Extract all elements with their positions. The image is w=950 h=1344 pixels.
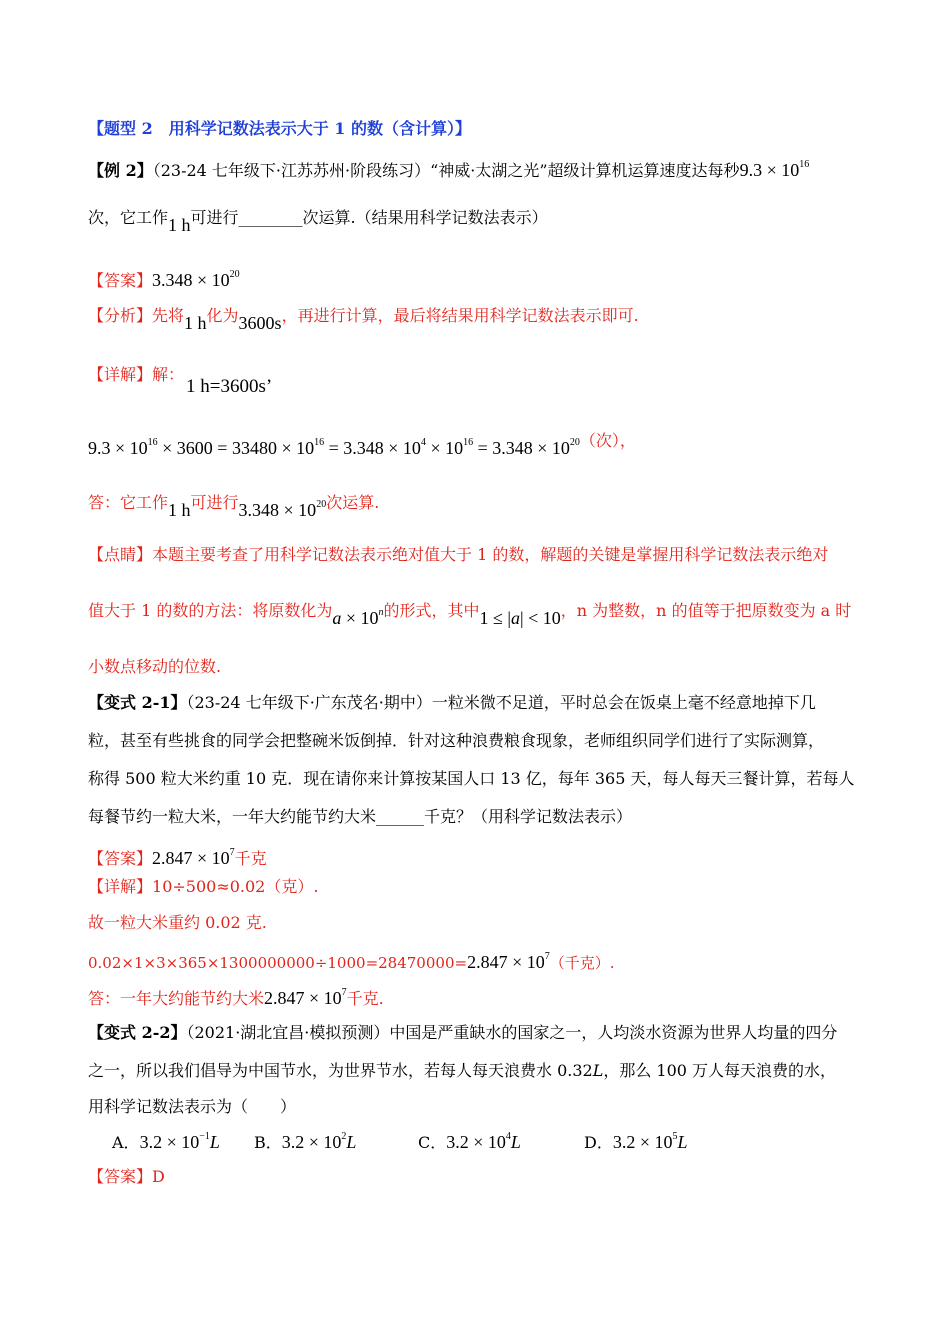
variant-2-1-detail-2: 故一粒大米重约 0.02 克. — [88, 913, 267, 932]
example-reply: 答：它工作1 h可进行$3.348 \times 10^{20}$次运算. — [88, 493, 380, 520]
answer-tag: 【答案】 — [88, 849, 153, 868]
example-question-line-1 — [88, 154, 809, 182]
answer-value: $3.348 \times 10^{20}$ — [152, 269, 240, 290]
speed-value: $9.3 \times 10^{16}$ — [739, 159, 810, 180]
calculation-line: $9.3 \times 10^{16} \times 3600 = 33480 \times 10^{16} = 3.348 \times 10^4 \times 10^{16} = 3.348 \times 10^{20}$（次）， — [88, 433, 636, 458]
example-point-line-3: 小数点移动的位数. — [88, 657, 222, 676]
variant-2-1-line-2: 粒，甚至有些挑食的同学会把整碗米饭倒掉．针对这种浪费粮食现象，老师组织同学们进行了实际测算， — [88, 731, 825, 750]
example-point-line-1: 【点睛】本题主要考查了用科学记数法表示绝对值大于 1 的数，解题的关键是掌握用科学记数法表示绝对 — [88, 545, 829, 564]
option-a[interactable]: A．$3.2 \times 10^{-1}L$ — [112, 1131, 220, 1152]
point-tag: 【点睛】 — [88, 545, 153, 564]
detail-tag: 【详解】 — [88, 877, 153, 896]
variant-2-1-tag: 【变式 2-1】 — [88, 693, 187, 712]
example-point-line-2: 值大于 1 的数的方法：将原数化为$a \times 10^n$的形式，其中1 ≤ |a| < 10，n 为整数，n 的值等于把原数变为 a 时 — [88, 601, 852, 628]
analysis-hour: 1 h — [184, 313, 207, 333]
variant-2-1-detail-3: $0.02\times 1\times 3\times 365\times 1300000000\div 1000=28470000=2.847 \times 10^7$（千克）. — [88, 951, 615, 972]
variant-2-2-answer: 【答案】D — [88, 1167, 165, 1186]
example-answer — [88, 264, 240, 292]
section-title: 【题型 2 用科学记数法表示大于 1 的数（含计算）】 — [88, 119, 471, 138]
analysis-tag: 【分析】 — [88, 306, 153, 325]
example-analysis: 【分析】先将1 h化为3600s，再进行计算，最后将结果用科学记数法表示即可. — [88, 306, 639, 333]
variant-2-1-line-4: 每餐节约一粒大米，一年大约能节约大米______千克？（用科学记数法表示） — [88, 807, 633, 826]
variant-2-1-line-3: 称得 500 粒大米约重 10 克．现在请你来计算按某国人口 13 亿，每年 365 天，每人每天三餐计算，若每人 — [88, 769, 855, 788]
example-tag: 【例 2】 — [88, 161, 153, 180]
example-detail: 【详解】解： — [88, 365, 185, 384]
variant-2-2-line-2: 之一，所以我们倡导为中国节水，为世界节水，若每人每天浪费水 0.32L，那么 100 万人每天浪费的水， — [88, 1061, 837, 1080]
variant-2-2-tag: 【变式 2-2】 — [88, 1023, 187, 1042]
variant-2-1-detail-1: 【详解】10÷500≈0.02（克）. — [88, 877, 319, 896]
option-b[interactable]: B．$3.2 \times 10^2L$ — [254, 1131, 357, 1152]
example-question-line-2 — [88, 206, 548, 235]
variant-2-1-line-1: 【变式 2-1】（23-24 七年级下·广东茂名·期中）一粒米微不足道，平时总会在饭桌上毫不经意地掉下几 — [88, 693, 816, 712]
variant-2-1-answer: 【答案】$2.847 \times 10^7$千克 — [88, 847, 267, 868]
option-c[interactable]: C．$3.2 \times 10^4L$ — [418, 1131, 521, 1152]
example-text-2: 次，它工作 — [88, 208, 169, 227]
hour-value: 1 h — [168, 215, 191, 235]
example-text-1: “神威·太湖之光”超级计算机运算速度达每秒 — [430, 161, 740, 180]
answer-tag: 【答案】 — [88, 271, 153, 290]
example-source: （23-24 七年级下·江苏苏州·阶段练习） — [152, 161, 431, 180]
answer-tag: 【答案】 — [88, 1167, 153, 1186]
option-d[interactable]: D．$3.2 \times 10^5L$ — [584, 1131, 688, 1152]
variant-2-2-line-1: 【变式 2-2】（2021·湖北宜昌·模拟预测）中国是严重缺水的国家之一，人均淡水资源为世界人均量的四分 — [88, 1023, 838, 1042]
variant-2-2-line-3: 用科学记数法表示为（ ） — [88, 1097, 297, 1116]
analysis-seconds: 3600s — [238, 313, 282, 333]
example-text-3: 可进行________次运算.（结果用科学记数法表示） — [190, 208, 548, 227]
detail-tag: 【详解】 — [88, 365, 153, 384]
variant-2-1-reply: 答：一年大约能节约大米$2.847 \times 10^7$千克. — [88, 987, 384, 1008]
detail-equation: 1 h=3600s’ — [186, 376, 273, 397]
